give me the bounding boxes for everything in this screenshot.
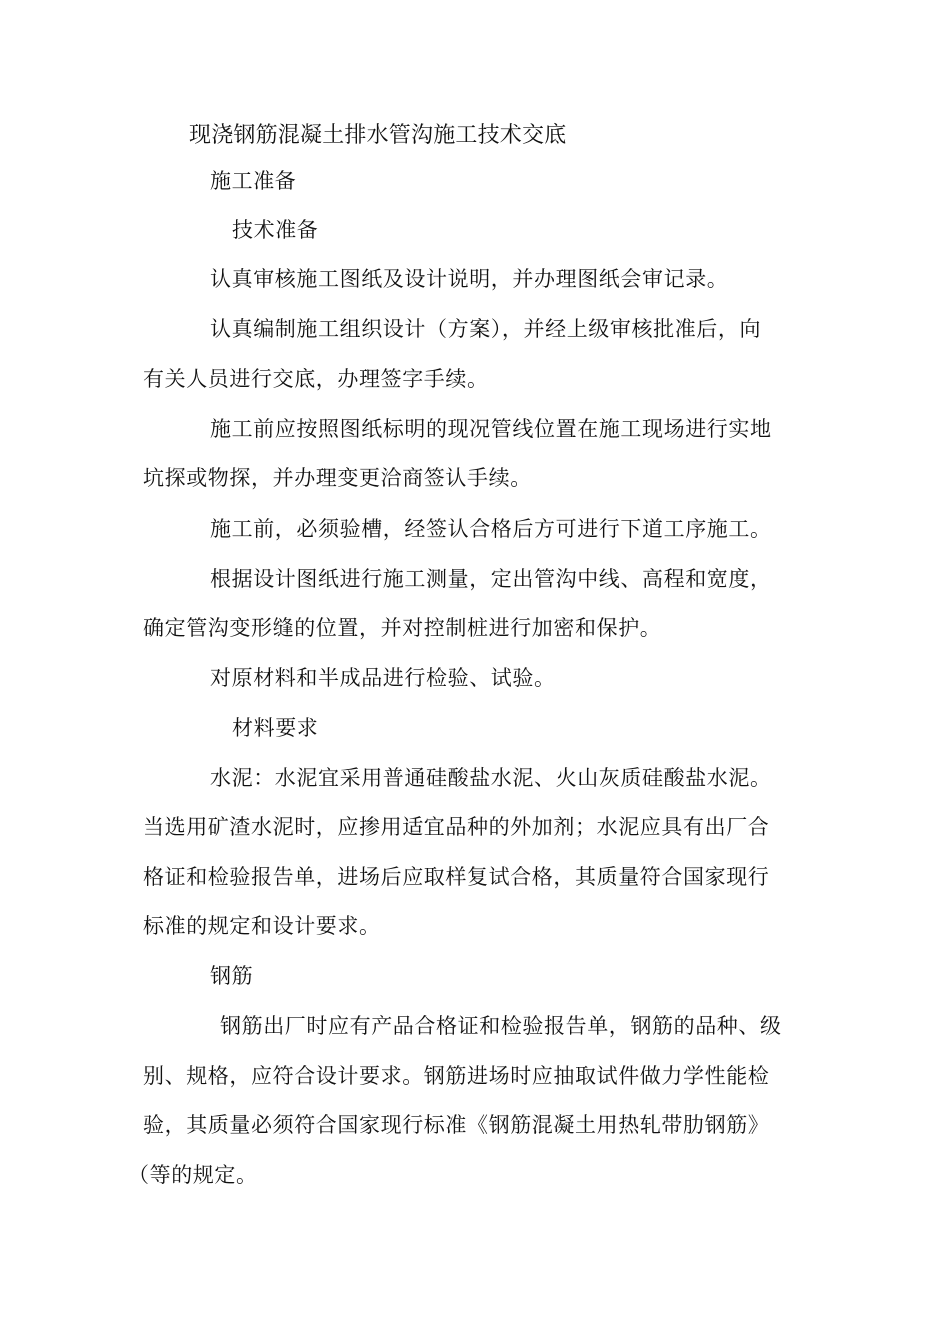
paragraph-line: 标准的规定和设计要求。 [143,914,381,938]
paragraph-line: 坑探或物探，并办理变更洽商签认手续。 [143,466,532,490]
paragraph-line: 施工前应按照图纸标明的现况管线位置在施工现场进行实地 [210,417,772,441]
paragraph-line: 对原材料和半成品进行检验、试验。 [210,666,556,690]
subsection-heading-rebar: 钢筋 [210,964,254,988]
paragraph-line: 施工前，必须验槽，经签认合格后方可进行下道工序施工。 [210,517,772,541]
paragraph-line: 验，其质量必须符合国家现行标准《钢筋混凝土用热轧带肋钢筋》 [143,1113,770,1137]
subsection-heading-material-requirements: 材料要求 [232,716,319,740]
paragraph-line: 格证和检验报告单，进场后应取样复试合格，其质量符合国家现行 [143,865,770,889]
paragraph-line: 钢筋出厂时应有产品合格证和检验报告单，钢筋的品种、级 [220,1014,782,1038]
paragraph-line: 认真审核施工图纸及设计说明，并办理图纸会审记录。 [210,267,729,291]
paragraph-line: 水泥：水泥宜采用普通硅酸盐水泥、火山灰质硅酸盐水泥。 [210,766,772,790]
paragraph-line: 认真编制施工组织设计（方案），并经上级审核批准后，向 [210,317,762,341]
paragraph-line: 根据设计图纸进行施工测量，定出管沟中线、高程和宽度， [210,567,772,591]
paragraph-line: （等的规定。 [128,1163,258,1187]
document-title: 现浇钢筋混凝土排水管沟施工技术交底 [189,123,567,148]
paragraph-line: 确定管沟变形缝的位置，并对控制桩进行加密和保护。 [143,616,662,640]
paragraph-line: 有关人员进行交底，办理签字手续。 [143,367,489,391]
paragraph-line: 当选用矿渣水泥时，应掺用适宜品种的外加剂；水泥应具有出厂合 [143,815,770,839]
subsection-heading-technical-preparation: 技术准备 [232,218,319,242]
paragraph-line: 别、规格，应符合设计要求。钢筋进场时应抽取试件做力学性能检 [143,1064,770,1088]
section-heading-construction-preparation: 施工准备 [210,169,297,193]
